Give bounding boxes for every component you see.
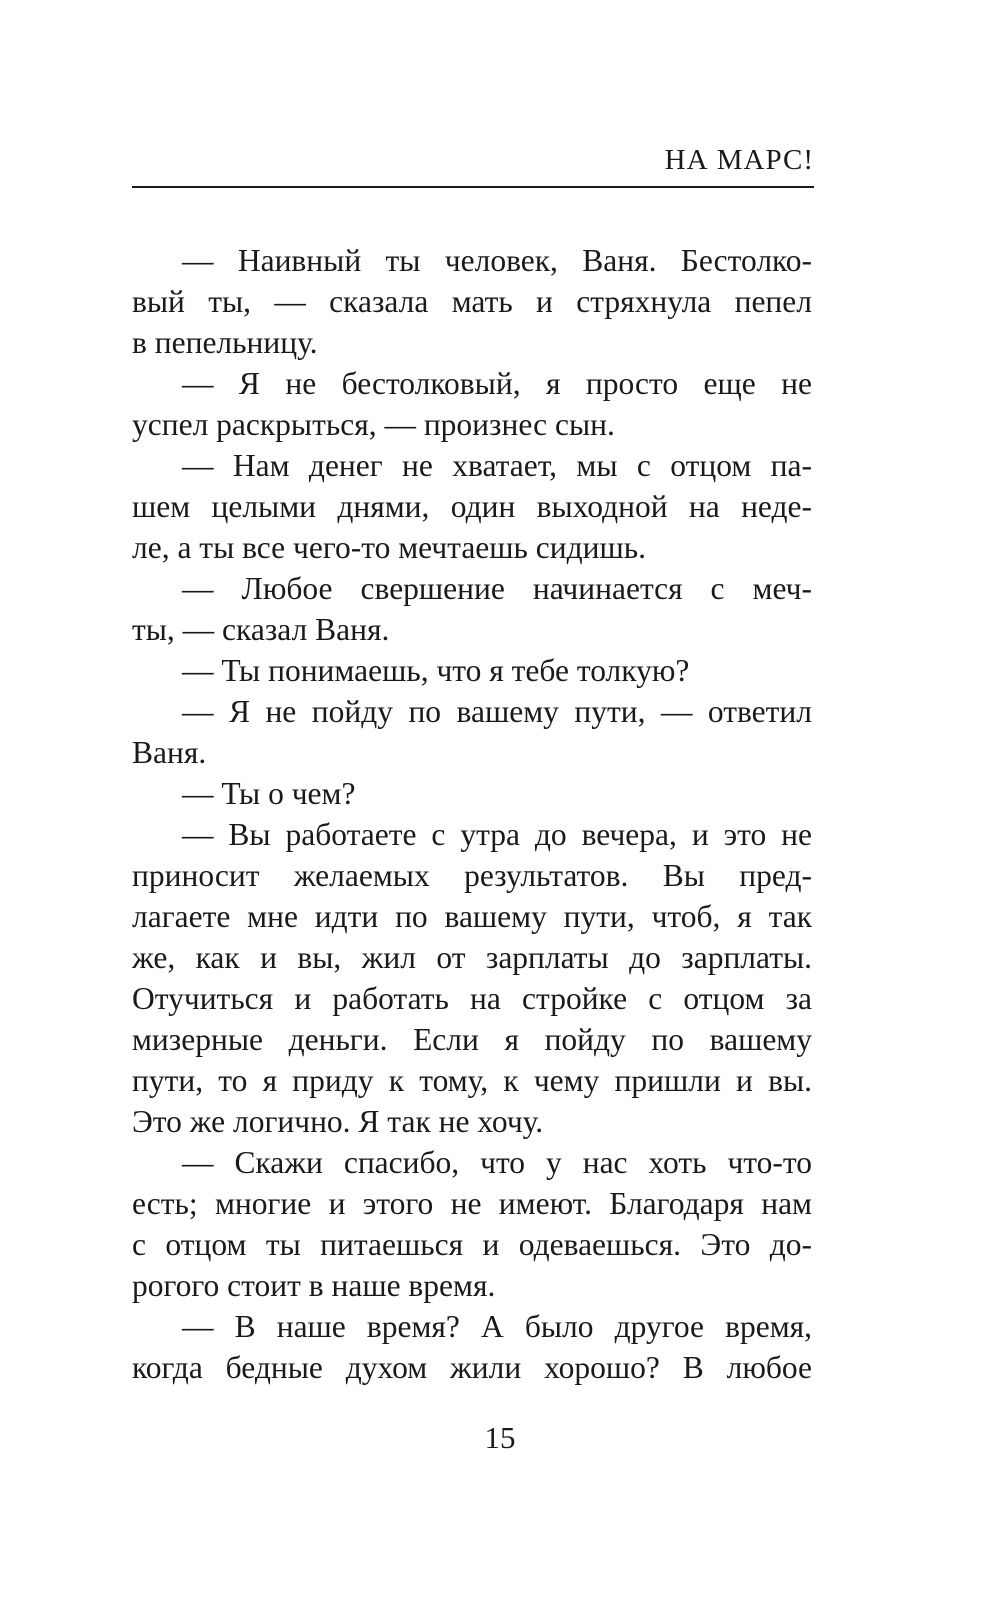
text-line: рогого стоит в наше время. [132, 1268, 496, 1303]
text-line: — Я не пойду по вашему пути, — ответил [182, 694, 812, 729]
running-header [132, 142, 814, 188]
text-line: Ваня. [132, 735, 207, 770]
page-number: 15 [484, 1420, 516, 1455]
text-line: шем целыми днями, один выходной на неде- [132, 489, 812, 524]
text-line: Это же логично. Я так не хочу. [132, 1104, 544, 1139]
text-line: же, как и вы, жил от зарплаты до зарплаты. [132, 940, 812, 975]
text-line: есть; многие и этого не имеют. Благодаря нам [132, 1186, 812, 1221]
body-text [132, 240, 812, 1388]
text-line: — Ты о чем? [182, 776, 356, 811]
text-line: с отцом ты питаешься и одеваешься. Это до- [132, 1227, 812, 1262]
text-line: — Любое свершение начинается с меч- [182, 571, 812, 606]
text-line: — Ты понимаешь, что я тебе толкую? [182, 653, 690, 688]
text-line: мизерные деньги. Если я пойду по вашему [132, 1022, 812, 1057]
text-line: — Наивный ты человек, Ваня. Бестолко- [182, 243, 812, 278]
text-line: приносит желаемых результатов. Вы пред- [132, 858, 812, 893]
text-line: когда бедные духом жили хорошо? В любое [132, 1350, 812, 1385]
text-line: ле, а ты все чего-то мечтаешь сидишь. [132, 530, 646, 565]
text-line: вый ты, — сказала мать и стряхнула пепел [132, 284, 812, 319]
text-line: пути, то я приду к тому, к чему пришли и вы. [132, 1063, 812, 1098]
text-line: — В наше время? А было другое время, [182, 1309, 812, 1344]
text-line: — Нам денег не хватает, мы с отцом па- [182, 448, 812, 483]
running-title: НА МАРС! [664, 144, 814, 176]
text-line: — Я не бестолковый, я просто еще не [182, 366, 812, 401]
text-line: — Вы работаете с утра до вечера, и это не [182, 817, 812, 852]
text-line: в пепельницу. [132, 325, 318, 360]
text-line: Отучиться и работать на стройке с отцом за [132, 981, 812, 1016]
text-line: успел раскрыться, — произнес сын. [132, 407, 615, 442]
text-line: лагаете мне идти по вашему пути, чтоб, я так [132, 899, 812, 934]
text-line: — Скажи спасибо, что у нас хоть что-то [182, 1145, 812, 1180]
text-line: ты, — сказал Ваня. [132, 612, 390, 647]
